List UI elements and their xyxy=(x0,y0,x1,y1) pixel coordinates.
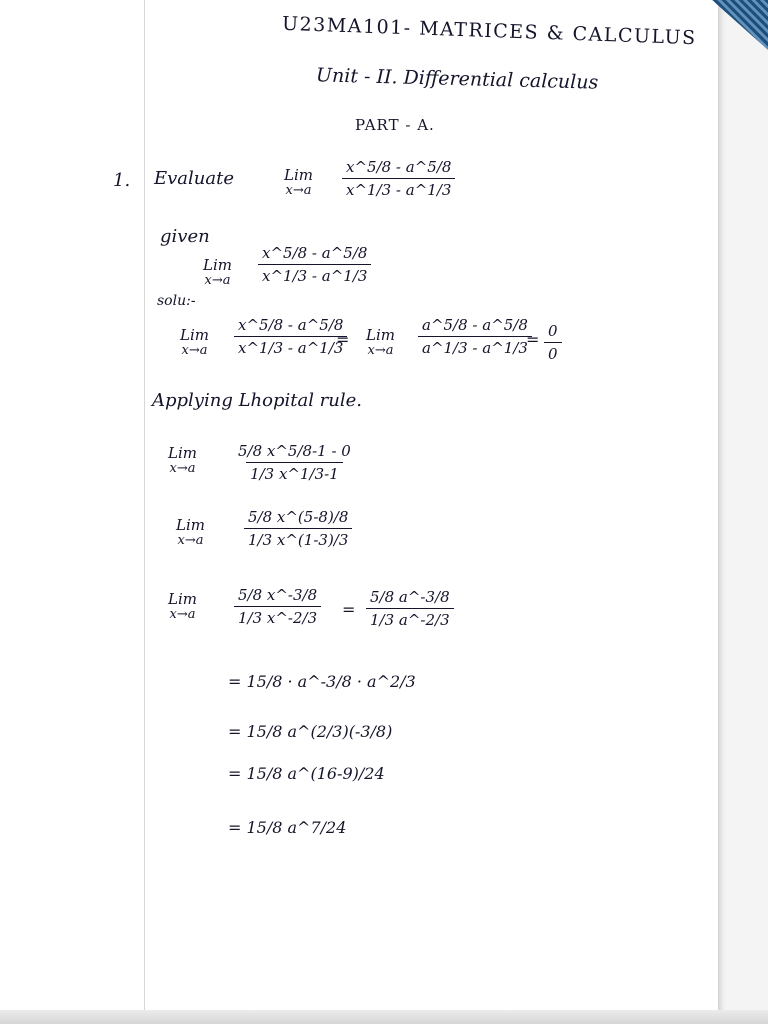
fraction-denominator: x^1/3 - a^1/3 xyxy=(342,178,455,199)
result-denominator: 0 xyxy=(544,342,562,363)
fraction-denominator: x^1/3 - a^1/3 xyxy=(258,264,371,285)
given-fraction xyxy=(258,244,371,285)
result-line-2: = 15/8 a^(2/3)(-3/8) xyxy=(228,722,393,741)
fraction-numerator: x^5/8 - a^5/8 xyxy=(238,316,344,334)
lim-subscript: x→a xyxy=(285,182,312,198)
given-label: given xyxy=(160,226,210,247)
lim-subscript: x→a xyxy=(169,460,196,476)
lim-text: Lim xyxy=(176,516,205,534)
page-bottom-edge xyxy=(0,1010,768,1024)
fraction-numerator: x^5/8 - a^5/8 xyxy=(262,244,368,262)
substitution-rhs-fraction xyxy=(418,316,532,357)
given-limit xyxy=(203,258,232,287)
fraction-denominator: a^1/3 - a^1/3 xyxy=(418,336,532,357)
indeterminate-result xyxy=(544,322,562,363)
lim-subscript: x→a xyxy=(204,272,231,288)
fraction-numerator: a^5/8 - a^5/8 xyxy=(422,316,528,334)
question-limit xyxy=(284,168,313,197)
margin-line xyxy=(144,0,145,1024)
lim-text: Lim xyxy=(180,326,209,344)
fraction-denominator: 1/3 x^1/3-1 xyxy=(246,462,343,483)
fraction-numerator: 5/8 x^(5-8)/8 xyxy=(248,508,349,526)
step1-fraction xyxy=(234,442,355,483)
solution-label: solu:- xyxy=(157,293,196,309)
unit-title: Unit - II. Differential calculus xyxy=(315,64,599,94)
fraction-numerator: x^5/8 - a^5/8 xyxy=(346,158,452,176)
result-line-4: = 15/8 a^7/24 xyxy=(228,818,347,837)
lim-text: Lim xyxy=(366,326,395,344)
substitution-rhs-limit xyxy=(366,328,395,357)
lim-text: Lim xyxy=(168,590,197,608)
lim-subscript: x→a xyxy=(181,342,208,358)
result-numerator: 0 xyxy=(548,322,558,340)
fraction-numerator: 5/8 a^-3/8 xyxy=(370,588,450,606)
substitution-lhs-fraction xyxy=(234,316,350,357)
part-label: PART - A. xyxy=(355,116,435,134)
equals-sign: = xyxy=(336,330,350,349)
substitution-limit xyxy=(180,328,209,357)
step2-fraction xyxy=(244,508,352,549)
step3-rhs-fraction xyxy=(366,588,454,629)
fraction-denominator: 1/3 a^-2/3 xyxy=(366,608,454,629)
background-fabric xyxy=(712,0,768,50)
course-title: U23MA101- MATRICES & CALCULUS xyxy=(281,12,697,50)
lim-subscript: x→a xyxy=(367,342,394,358)
equals-sign: = xyxy=(342,600,356,619)
fraction-numerator: 5/8 x^5/8-1 - 0 xyxy=(238,442,351,460)
result-line-1: = 15/8 · a^-3/8 · a^2/3 xyxy=(228,672,416,691)
step2-limit xyxy=(176,518,205,547)
step3-limit xyxy=(168,592,197,621)
step3-lhs-fraction xyxy=(234,586,321,627)
lim-subscript: x→a xyxy=(177,532,204,548)
question-fraction xyxy=(342,158,455,199)
fraction-denominator: 1/3 x^-2/3 xyxy=(234,606,321,627)
fraction-numerator: 5/8 x^-3/8 xyxy=(238,586,318,604)
lim-text: Lim xyxy=(284,166,313,184)
lim-text: Lim xyxy=(203,256,232,274)
lim-subscript: x→a xyxy=(169,606,196,622)
lim-text: Lim xyxy=(168,444,197,462)
equals-sign: = xyxy=(526,330,540,349)
fraction-denominator: 1/3 x^(1-3)/3 xyxy=(244,528,352,549)
step1-limit xyxy=(168,446,197,475)
rule-heading: Applying Lhopital rule. xyxy=(152,390,362,411)
result-line-3: = 15/8 a^(16-9)/24 xyxy=(228,764,385,783)
question-prompt: Evaluate xyxy=(154,168,235,189)
question-number: 1. xyxy=(113,170,131,191)
fraction-denominator: x^1/3 - a^1/3 xyxy=(234,336,347,357)
